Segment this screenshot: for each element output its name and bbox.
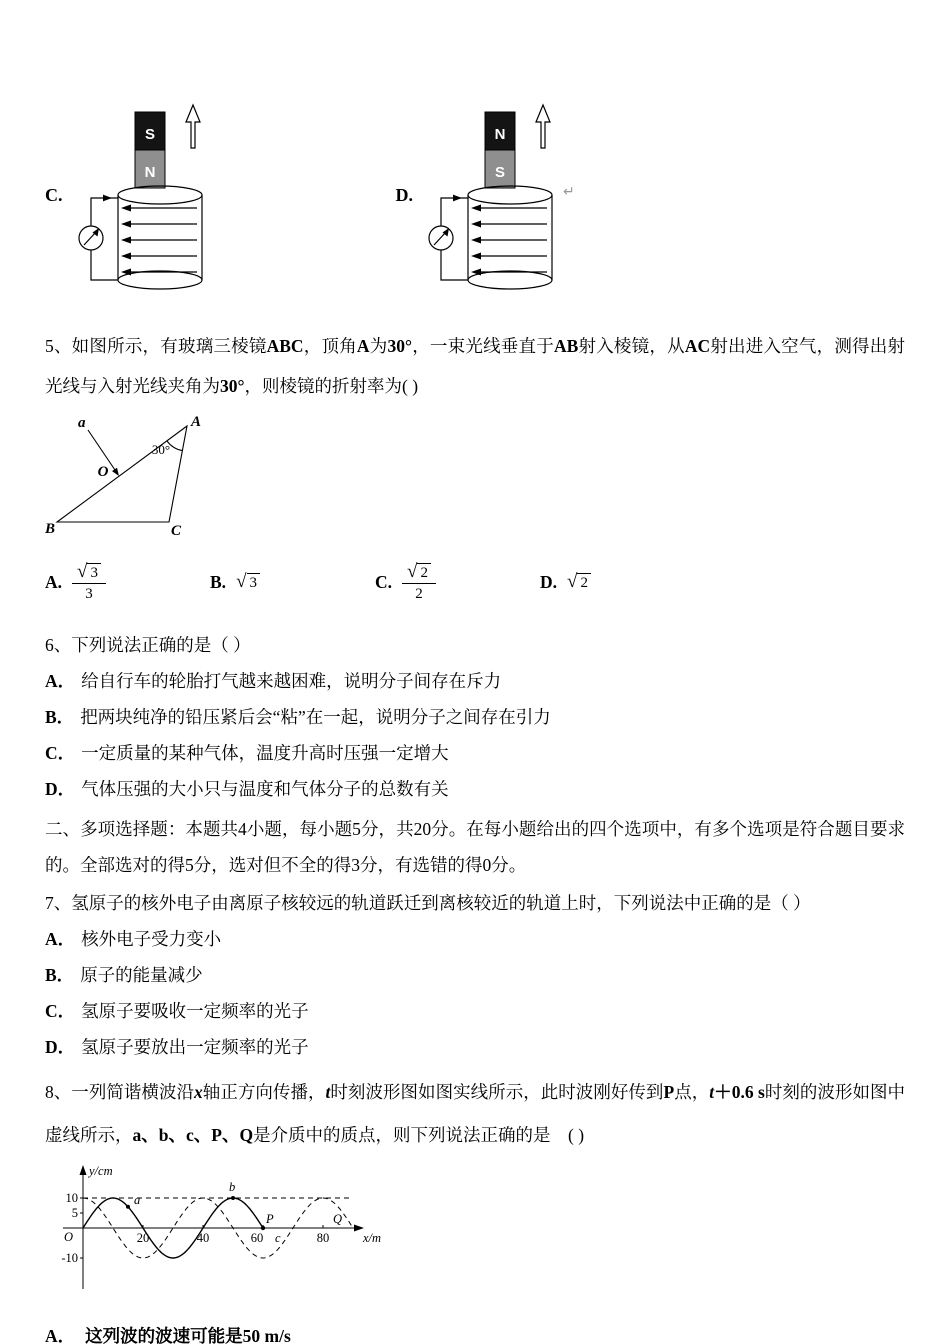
question-5 [45, 326, 905, 609]
q5-option-d-label: D. [540, 571, 558, 592]
option-c-label: C. [45, 185, 63, 205]
radical-sign: √ [77, 560, 88, 582]
incident-ray-arrowhead [112, 468, 119, 476]
q5-option-b-value: √ 3 [236, 572, 260, 592]
q5-option-c [375, 562, 540, 603]
q7-option-d: D． 氢原子要放出一定频率的光子 [45, 1037, 309, 1057]
circuit-wires [91, 195, 118, 280]
q5-option-b-label: B. [210, 571, 227, 592]
particle-q-label: Q [333, 1212, 343, 1226]
galvanometer-icon [429, 226, 453, 250]
bar-magnet [135, 112, 165, 188]
prism-figure [45, 412, 215, 540]
radical-sign: √ [567, 571, 578, 593]
q7-option-c: C． 氢原子要吸收一定频率的光子 [45, 1001, 309, 1021]
q7-option-d-text: 氢原子要放出一定频率的光子 [81, 1037, 309, 1057]
galvanometer-icon [79, 226, 103, 250]
q6-option-a: A． 给自行车的轮胎打气越来越困难，说明分子间存在斥力 [45, 671, 502, 691]
q5-option-a-label: A. [45, 571, 63, 592]
ray-a-label: a [78, 415, 86, 431]
prism-figure-wrap [45, 412, 905, 545]
q6-option-c: C． 一定质量的某种气体，温度升高时压强一定增大 [45, 743, 449, 763]
vertex-a-label: A [191, 414, 202, 430]
figure-option-c [45, 100, 248, 300]
q5-option-c-label: C. [375, 571, 393, 592]
q5-options-row [45, 555, 905, 609]
question-7-stem: 7、氢原子的核外电子由离原子核较远的轨道跃迁到离核较近的轨道上时，下列说法中正确的是（ ） [45, 893, 811, 913]
q6-option-c-text: 一定质量的某种气体，温度升高时压强一定增大 [81, 743, 449, 763]
q5-option-d-value: √ 2 [567, 572, 591, 592]
q6-option-b: B． 把两块纯净的铅压紧后会“粘”在一起，说明分子之间存在引力 [45, 707, 551, 727]
coil [118, 186, 202, 289]
magnet-coil-figure-c [73, 100, 248, 300]
q7-option-a: A． 核外电子受力变小 [45, 929, 222, 949]
particle-p-dot [261, 1226, 265, 1230]
return-mark: ↵ [563, 184, 575, 200]
up-arrow-icon [186, 105, 200, 148]
q6-option-a-text: 给自行车的轮胎打气越来越困难，说明分子间存在斥力 [81, 671, 502, 691]
magnet-pole-bottom: N [144, 164, 155, 181]
x-tick-20: 20 [136, 1231, 150, 1245]
y-tick-5: 5 [71, 1206, 78, 1220]
particle-p-label: P [266, 1212, 274, 1226]
question-6 [45, 627, 905, 807]
wave-diagram [53, 1161, 389, 1295]
radical-sign: √ [407, 560, 418, 582]
magnet-pole-top: N [494, 126, 506, 143]
q5-option-a [45, 562, 210, 603]
y-tick-10: 10 [65, 1191, 78, 1205]
coil-turn-arrows [471, 205, 547, 276]
y-axis-label: y/cm [89, 1164, 113, 1178]
q6-option-d: D． 气体压强的大小只与温度和气体分子的总数有关 [45, 779, 449, 799]
bar-magnet [485, 112, 515, 188]
magnet-pole-bottom: S [494, 164, 506, 181]
magnet-coil-figure-d [423, 100, 598, 300]
q6-option-d-text: 气体压强的大小只与温度和气体分子的总数有关 [81, 779, 449, 799]
up-arrow-icon [536, 105, 550, 148]
particle-b-label: b [229, 1180, 236, 1194]
q7-option-a-text: 核外电子受力变小 [81, 929, 222, 949]
particle-b-dot [231, 1196, 235, 1200]
x-tick-40: 40 [196, 1231, 210, 1245]
q6-option-b-text: 把两块纯净的铅压紧后会“粘”在一起，说明分子之间存在引力 [80, 707, 551, 727]
section-2-header: 二、多项选择题：本题共4小题，每小题5分，共20分。在每小题给出的四个选项中，有多个选项是符合题目要求的。全部选对的得5分，选对但不全的得3分，有选错的得0分。 [45, 819, 905, 875]
wave-figure-wrap [53, 1161, 905, 1300]
x-tick-60: 60 [250, 1231, 264, 1245]
particle-c-label: c [275, 1231, 281, 1245]
question-8 [45, 1071, 905, 1344]
q7-option-c-text: 氢原子要吸收一定频率的光子 [81, 1001, 309, 1021]
angle-label: 30° [151, 442, 171, 457]
q8-option-a-text: 这列波的波速可能是50 m/s [85, 1326, 291, 1344]
question-5-stem: 5、如图所示，有玻璃三棱镜ABC，顶角A为30°，一束光线垂直于AB射入棱镜，从AC射出进入空气，测得出射光线与入射光线夹角为30°，则棱镜的折射率为( ) [45, 336, 905, 396]
prism-triangle [57, 426, 187, 522]
radical-sign: √ [236, 571, 247, 593]
vertex-c-label: C [171, 523, 182, 539]
vertex-b-label: B [45, 521, 56, 537]
particle-a-dot [126, 1205, 130, 1209]
question-7 [45, 885, 905, 1065]
question-6-stem: 6、下列说法正确的是（ ） [45, 635, 251, 655]
x-axis-label: x/m [363, 1231, 382, 1245]
y-axis-arrowhead [80, 1165, 87, 1175]
q5-option-c-value: √ 2 2 [402, 562, 436, 603]
coil-turn-arrows [121, 205, 197, 276]
coil [468, 186, 552, 289]
origin-label: O [63, 1230, 73, 1244]
q7-option-b-text: 原子的能量减少 [80, 965, 203, 985]
x-tick-80: 80 [316, 1231, 330, 1245]
q8-option-a: A． 这列波的波速可能是50 m/s [45, 1326, 291, 1344]
y-tick-neg10: -10 [61, 1251, 78, 1265]
q7-option-b: B． 原子的能量减少 [45, 965, 203, 985]
figure-option-d [396, 100, 599, 300]
q5-option-d [540, 572, 705, 593]
particle-a-label: a [134, 1193, 141, 1207]
question-8-stem: 8、一列简谐横波沿x轴正方向传播，t时刻波形图如图实线所示，此时波刚好传到P点，t＋0.6 s时刻的波形如图中虚线所示，a、b、c、P、Q是介质中的质点，则下列说法正确的是 ( ) [45, 1082, 906, 1145]
q5-option-a-value: √ 3 3 [72, 562, 106, 603]
circuit-wires [441, 195, 468, 280]
magnet-pole-top: S [144, 126, 155, 143]
point-o-label: O [97, 464, 109, 480]
answer-figures-row [45, 100, 905, 300]
q5-option-b [210, 572, 375, 593]
option-d-label: D. [395, 185, 413, 205]
